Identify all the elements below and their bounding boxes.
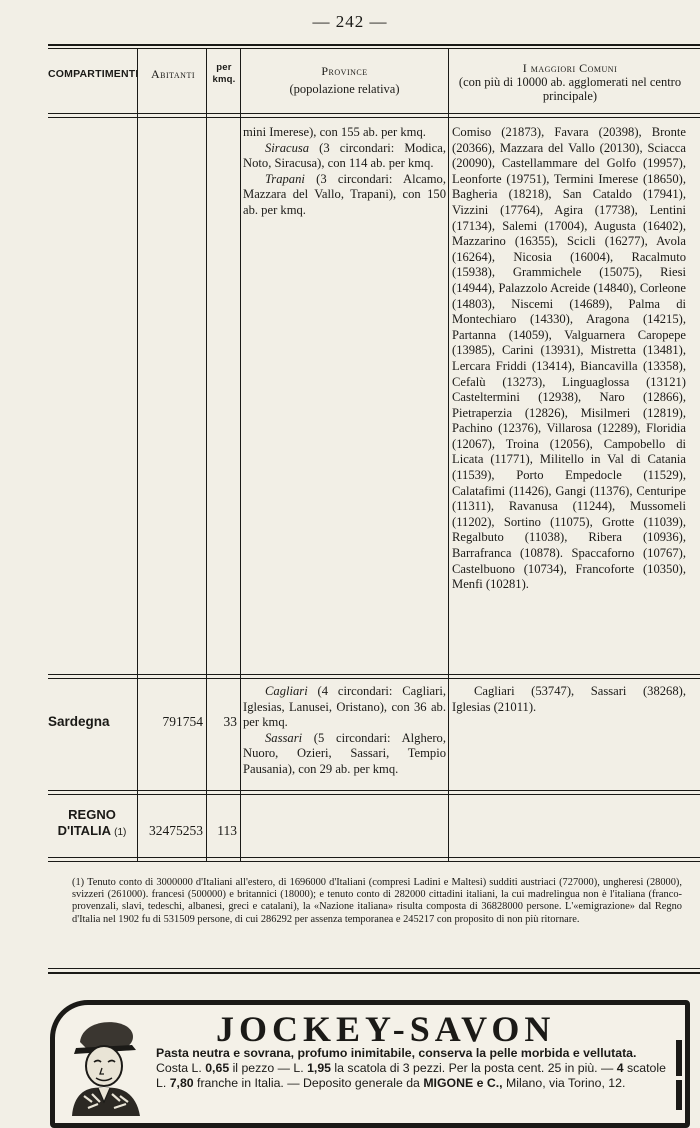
province-sassari [243,731,446,778]
footnote: (1) Tenuto conto di 3000000 d'Italiani all'estero, di 1696000 d'Italiani (compresi Ladini e Maltesi) sudditi austriaci (727000), ungheresi (28000), svizzeri (261000). francesi (500000) e britannici (18000); e tenuto conto di 282000 cittadini italiani, la cui madrelingua non è l'italiana (franco-provenzali, slavi, tedeschi, albanesi, greci e catalani), la «Nazione italiana» risulta composta di 36828000 persone. L'«emigrazione» dal Regno d'Italia nel 1902 fu di 531509 persone, di cui 286292 per assenza temporanea e 245217 con proposito di non più ritornare. [72,877,682,925]
table-bottom-rule [48,857,700,858]
row-rule [48,790,700,791]
region-sardegna: Sardegna [48,714,110,729]
ad-quantity: 4 [616,1060,624,1075]
province-name: Sassari [265,730,303,745]
province-cagliari [243,684,446,731]
header-province-title: Province [321,64,368,78]
ad-side-bar [676,1040,682,1076]
header-province-sub: (popolazione relativa) [289,82,400,96]
ad-text-part: il pezzo — L. [229,1060,308,1075]
row-rule [48,674,700,675]
table-top-rule-thin [48,48,700,49]
footnote-ref: (1) [114,827,127,838]
palermo-continuation: mini Imerese), con 155 ab. per kmq. [243,125,426,139]
ad-company: MIGONE e C., [423,1075,503,1090]
province-detail: (5 circondari: Alghero, Nuoro, Ozieri, Sassari, Tempio Pausania), con 29 ab. per kmq. [243,730,446,776]
regno-label [48,807,136,841]
sardegna-abitanti: 791754 [162,714,203,729]
ad-title: JOCKEY-SAVON [216,1009,556,1049]
table-bottom-rule [48,861,700,862]
row-rule [48,678,700,679]
province-siracusa [243,141,446,172]
ad-price: 1,95 [307,1060,332,1075]
province-name: Siracusa [265,140,310,155]
regno-line2 [48,823,136,841]
province-detail: (4 circondari: Cagliari, Iglesias, Lanusei, Oristano), con 36 ab. per kmq. [243,684,446,730]
sardegna-per-kmq: 33 [223,714,237,729]
header-rule [48,117,700,118]
ad-slogan: Pasta neutra e sovrana, profumo inimitabile, conserva la pelle morbida e vellutata. [156,1046,637,1060]
ad-side-bar [676,1080,682,1110]
ad-text-part: la scatola di 3 pezzi. Per la posta cent. 25 in più. — [331,1060,617,1075]
header-per-kmq-line1: per [216,62,232,73]
jockey-portrait-illustration [62,1012,152,1116]
province-trapani [243,172,446,219]
header-comuni-sub: (con più di 10000 ab. agglomerati nel centro principale) [458,75,682,103]
header-compartimenti: COMPARTIMENTI [48,68,139,80]
regno-abitanti: 32475253 [149,823,203,838]
table-top-rule [48,44,700,46]
ad-text [156,1046,666,1090]
sicilia-province-cell [243,125,446,219]
page-number: — 242 — [312,12,388,31]
ad-top-rule [48,968,700,969]
regno-line1: REGNO [68,807,116,822]
header-province [242,64,447,96]
ad-address: Milano, via Torino, 12. [502,1075,626,1090]
province-detail: (3 circondari: Alcamo, Mazzara del Vallo, Trapani), con 150 ab. per kmq. [243,171,446,217]
column-divider [240,49,241,861]
ad-text-part: scatole L. [156,1060,666,1090]
column-divider [448,49,449,861]
header-rule [48,113,700,114]
row-rule [48,794,700,795]
sardegna-comuni-cell: Cagliari (53747), Sassari (38268), Iglesias (21011). [452,684,686,714]
province-name: Trapani [265,171,305,186]
header-comuni [450,61,690,103]
column-divider [137,49,138,861]
ad-price: 0,65 [205,1060,230,1075]
ad-text-part: Costa L. [156,1060,206,1075]
ad-text-part: franche in Italia. — Deposito generale da [193,1075,424,1090]
ad-price: 7,80 [169,1075,194,1090]
column-divider [206,49,207,861]
regno-name: D'ITALIA [57,823,111,838]
province-name: Cagliari [265,684,308,698]
header-abitanti: Abitanti [150,67,196,81]
sardegna-province-cell [243,684,446,778]
regno-per-kmq: 113 [217,823,237,838]
header-per-kmq [208,62,240,86]
ad-top-rule [48,972,700,974]
header-comuni-title: I maggiori Comuni [522,61,618,75]
sicilia-comuni-cell: Comiso (21873), Favara (20398), Bronte (20366), Mazzara del Vallo (20130), Sciacca (20090), Castellammare del Golfo (19957), Leonforte (19751), Termini Imerese (18650), Bagheria (18218), San Cataldo (17941), Vizzini (17764), Agira (17738), Lentini (17134), Salemi (17004), Augusta (16402), Mazzarino (16355), Scicli (16277), Avola (16264), Nicosia (16004), Racalmuto (15938), Grammichele (15075), Riesi (14944), Palazzolo Acreide (14840), Corleone (14803), Niscemi (14689), Palma di Montechiaro (14330), Aragona (14215), Partanna (14059), Valguarnera Caropepe (13985), Carini (13931), Mistretta (13481), Lercara Friddi (13414), Biancavilla (13358), Cefalù (13273), Linguaglossa (13121) Casteltermini (12938), Naro (12866), Pietraperzia (12826), Misilmeri (12819), Pachino (12376), Villarosa (12289), Floridia (12067), Troina (12056), Campobello di Licata (11771), Militello in Val di Catania (11539), Porto Empedocle (11529), Calatafimi (11426), Gangi (11376), Centuripe (11311), Ravanusa (11244), Mussomeli (11202), Sortino (11075), Grotte (11039), Regalbuto (11038), Ribera (10936), Barrafranca (10878). Spaccaforno (10767), Castelbuono (10734), Francoforte (10350), Menfi (10281). [452,125,686,592]
header-per-kmq-line2: kmq. [212,74,236,85]
province-detail: (3 circondari: Modica, Noto, Siracusa), con 114 ab. per kmq. [243,140,446,171]
